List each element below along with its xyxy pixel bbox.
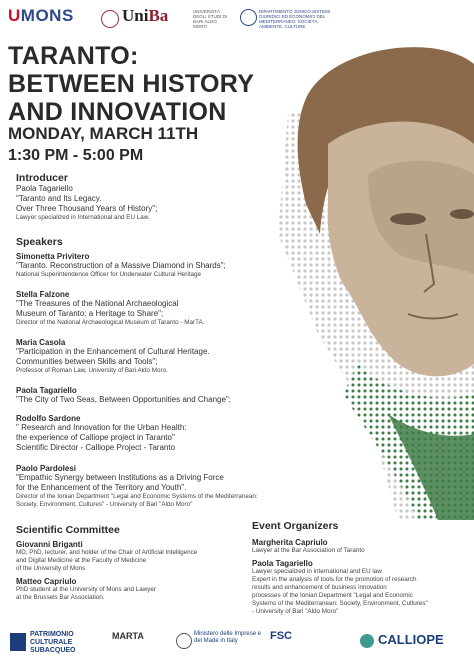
scientific-committee-section: Scientific Committee Giovanni Briganti MD, PhD, lecturer, and holder of the Chair of Artificial Intelligence and Digital Medicine at the Faculty of Medicine of the University of Mons Matteo Capriulo PhD student at the University of Mons and Lawyer at the Brussels Bar Association. (16, 524, 256, 602)
footer-logos (0, 627, 474, 660)
uniba-crest-icon (101, 10, 119, 28)
event-title: TARANTO: BETWEEN HISTORY AND INNOVATION (8, 42, 255, 126)
introducer-section: Introducer Paola Tagariello "Taranto and Its Legacy. Over Three Thousand Years of History"; Lawyer specialized in International and EU Law. (16, 172, 326, 222)
committee-heading: Scientific Committee (16, 524, 120, 536)
calliope-logo: CALLIOPE (378, 632, 444, 647)
event-time: 1:30 PM - 5:00 PM (8, 147, 144, 164)
speakers-heading: Speakers (16, 236, 63, 248)
umons-logo: UMONS (8, 6, 74, 25)
introducer-heading: Introducer (16, 172, 68, 184)
event-date: MONDAY, MARCH 11TH (8, 124, 199, 143)
department-subtitle: DIPARTIMENTO JONICO SISTEMI GIURIDICI ED ECONOMICI DEL MEDITERRANEO: SOCIETÀ, AMBIENTE, CULTURE (259, 9, 331, 29)
uniba-logo: UniBa (122, 6, 169, 25)
organizers-heading: Event Organizers (252, 520, 339, 532)
department-crest-icon (240, 9, 257, 26)
uniba-subtitle: UNIVERSITÀ DEGLI STUDI DI BARI ALDO MORO (193, 9, 228, 29)
speaker-item: Paola Tagariello "The City of Two Seas, Between Opportunities and Change"; (16, 386, 231, 404)
introducer-role: Lawyer specialized in International and EU Law. (16, 214, 150, 221)
mic-logo-icon (10, 633, 26, 651)
speaker-item: Paolo Pardolesi "Empathic Synergy between Institutions as a Driving Force for the Enhancement of the Territory and Youth". Director of the Ionian Department "Legal and Economic Systems of the Mediterranean: Society, Environment, Cultures" - University of Bari "Aldo Moro" (16, 464, 258, 508)
fsc-logo: FSC (270, 630, 292, 642)
event-organizers-section: Event Organizers Margherita Capriulo Lawyer at the Bar Association of Taranto Paola Tagariello Lawyer specialized in international and EU law Expert in the analysis of tools for the promotion of research results and enhancement of business innovation processes of the Ionian Department "Legal and Economic Systems of the Mediterranean: Society, Environment, Cultures" - University of Bari "Aldo Moro" (252, 520, 470, 616)
speaker-item: Maria Casola "Participation in the Enhancement of Cultural Heritage. Communities between Skills and Tools"; Professor of Roman Law, University of Bari Aldo Moro. (16, 338, 210, 374)
patrimonio-logo: PATRIMONIO CULTURALE SUBACQUEO (30, 631, 76, 654)
speaker-item: Stella Falzone "The Treasures of the National Archaeological Museum of Taranto: a Heritage to Share"; Director of the National Archaeological Museum of Taranto - MarTA. (16, 290, 205, 326)
marta-logo: MARTA (112, 631, 144, 641)
calliope-mark-icon (360, 634, 374, 648)
speaker-item: Rodolfo Sardone " Research and Innovation for the Urban Health: the experience of Calliope project in Taranto" Scientific Director - Calliope Project - Taranto (16, 414, 187, 452)
ministry-emblem-icon (176, 633, 192, 649)
introducer-name: Paola Tagariello (16, 184, 73, 193)
speaker-item: Simonetta Privitero "Taranto. Reconstruction of a Massive Diamond in Shards"; National Superintendence Officer for Underwater Cultural Heritage (16, 252, 226, 278)
ministry-logo: Ministero delle Imprese e del Made in Italy (194, 631, 262, 644)
